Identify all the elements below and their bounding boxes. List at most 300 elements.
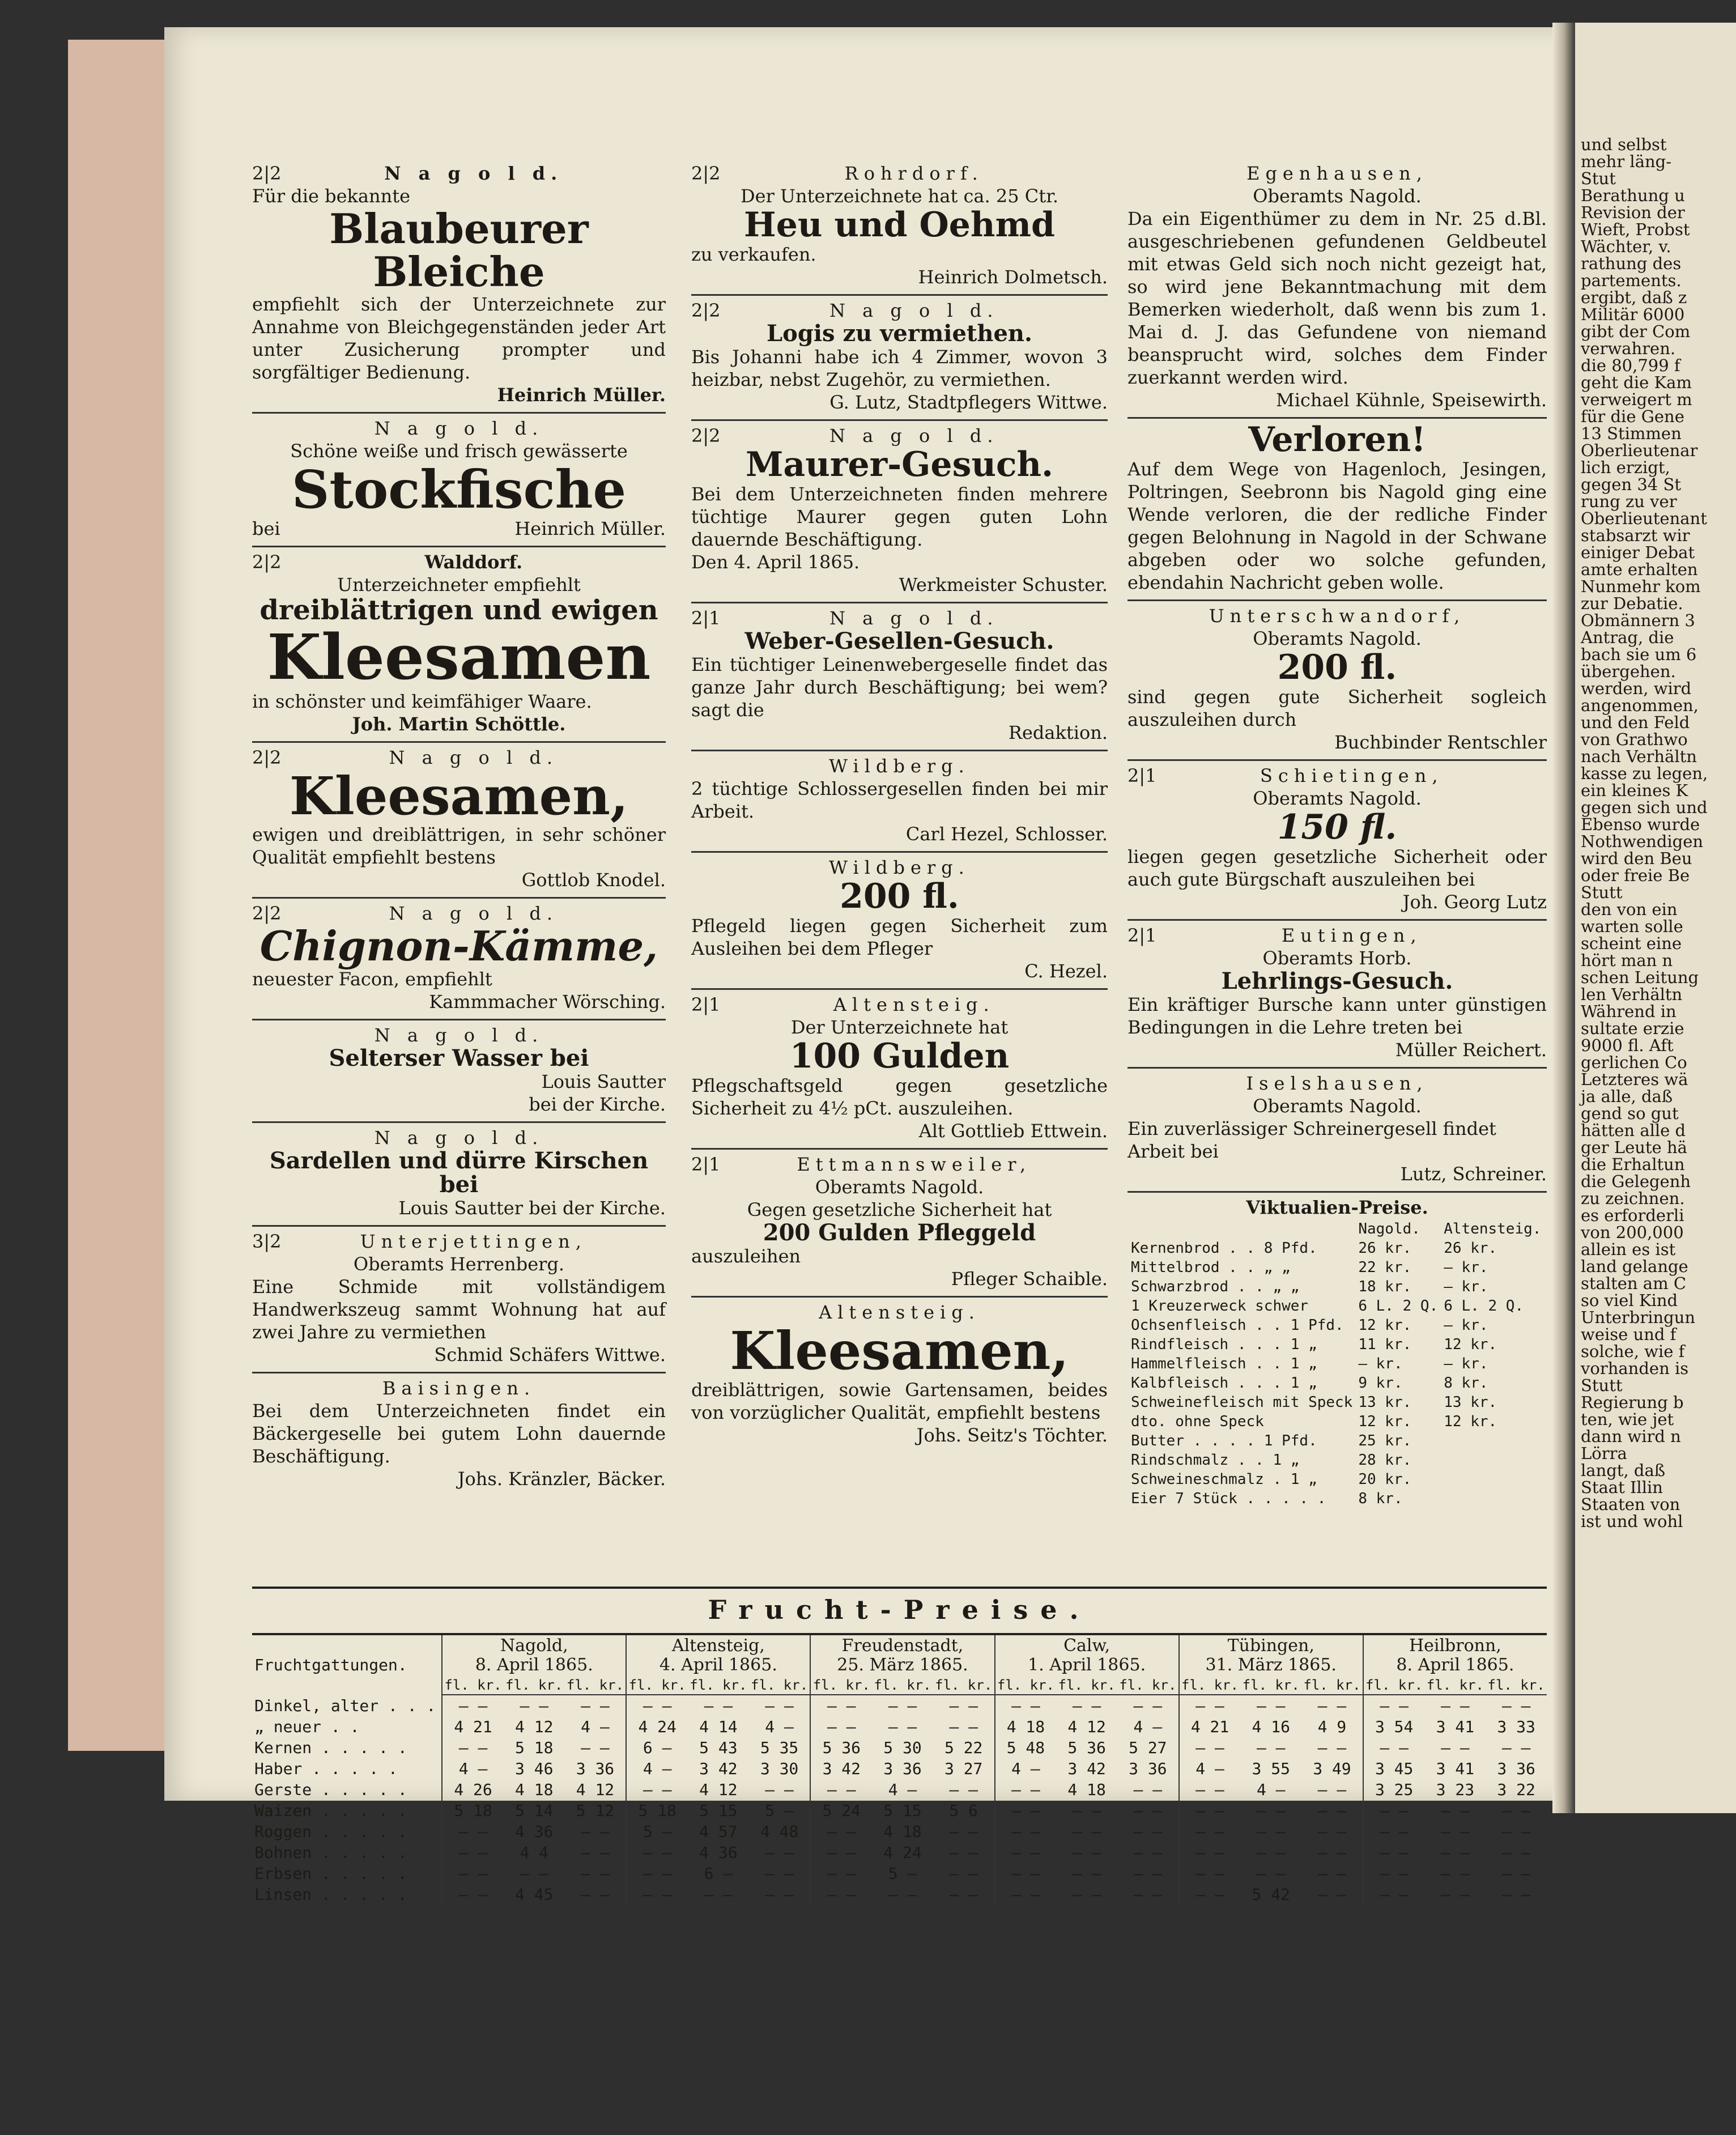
frucht-price: 5 18 (626, 1800, 688, 1821)
ad-headline: Logis zu vermiethen. (767, 320, 1032, 347)
ad-headline-2: Bleiche (373, 247, 545, 296)
frucht-price: — — (1363, 1842, 1425, 1863)
frucht-price: 3 54 (1363, 1716, 1425, 1737)
facing-page-line: und den Feld (1581, 713, 1690, 732)
ad-place: N a g o l d. (829, 425, 999, 446)
ad-headline: 200 fl. (1277, 648, 1397, 687)
frucht-city (995, 1634, 1179, 1676)
frucht-price: — — (995, 1821, 1057, 1842)
frucht-price: 4 18 (515, 1780, 554, 1799)
viktualien-cell: Ochsenfleisch . . 1 Pfd. (1131, 1317, 1344, 1334)
frucht-price: 4 24 (626, 1716, 688, 1737)
viktualien-cell: 12 kr. (1444, 1413, 1497, 1430)
column-3 (1127, 159, 1547, 1509)
viktualien-cell: Rindfleisch . . . 1 „ (1131, 1336, 1317, 1353)
viktualien-cell: 18 kr. (1358, 1278, 1412, 1295)
facing-page-line: verweigert m (1581, 390, 1692, 409)
frucht-unit: fl. kr. (1486, 1676, 1547, 1695)
frucht-price: — — (888, 1885, 917, 1904)
viktualien-cell: Eier 7 Stück . . . . . (1131, 1490, 1326, 1507)
frucht-price: — — (1363, 1821, 1425, 1842)
facing-page-line: nach Verhältn (1581, 747, 1697, 766)
frucht-price: — — (765, 1864, 794, 1883)
viktualien-cell: Kernenbrod . . 8 Pfd. (1131, 1240, 1317, 1257)
ad-signature: Alt Gottlieb Ettwein. (918, 1120, 1108, 1142)
frucht-price: 3 27 (944, 1759, 983, 1778)
frucht-unit: fl. kr. (749, 1676, 811, 1695)
frucht-price: — — (581, 1843, 610, 1862)
ad-intro: Der Unterzeichnete hat ca. 25 Ctr. (740, 185, 1059, 207)
ad-body: Auf dem Wege von Hagenloch, Jesingen, Poltringen, Seebronn bis Nagold ging eine Wende verloren, die der redliche Finder gegen Belohnung in Nagold in der Schwane abgeben oder wo solche gefunden, ebendahin Nachricht geben wolle. (1127, 458, 1547, 593)
frucht-price: — — (1072, 1822, 1101, 1841)
ad-intro: Gegen gesetzliche Sicherheit hat (747, 1199, 1052, 1220)
frucht-price: 5 15 (883, 1801, 922, 1820)
viktualien-cell: Mittelbrod . . „ „ (1131, 1259, 1291, 1276)
viktualien-cell: 11 kr. (1358, 1336, 1412, 1353)
ad-signature: Kammmacher Wörsching. (429, 990, 666, 1013)
frucht-price: — — (995, 1779, 1057, 1800)
viktualien-cell: Rindschmalz . . 1 „ (1131, 1452, 1300, 1469)
viktualien-cell: 25 kr. (1358, 1432, 1412, 1449)
ad-signature: C. Hezel. (1024, 960, 1108, 982)
ad-place: Rohrdorf. (844, 163, 984, 184)
frucht-price: 4 18 (995, 1716, 1057, 1737)
viktualien-row (1129, 1470, 1543, 1488)
ad-subheadline: dreiblättrigen und ewigen (259, 594, 658, 626)
viktualien-cell: 28 kr. (1358, 1452, 1412, 1469)
frucht-price: — — (949, 1822, 978, 1841)
ad-body: empfiehlt sich der Unterzeichnete zur Annahme von Bleichgegenständen jeder Art unter Zusicherung prompter und sorgfältiger Bedienung. (252, 294, 666, 384)
frucht-price: — — (626, 1842, 688, 1863)
facing-page-line: partements. (1581, 271, 1682, 290)
ad-headline: Stockfische (291, 459, 627, 521)
facing-page-line: den von ein (1581, 900, 1678, 919)
frucht-price: — — (442, 1821, 504, 1842)
frucht-price: — — (1072, 1843, 1101, 1862)
ad-subplace: Oberamts Nagold. (1253, 628, 1422, 649)
frucht-unit: fl. kr. (872, 1676, 933, 1695)
facing-page-line: land gelange (1581, 1257, 1688, 1276)
facing-page-line: dann wird n (1581, 1427, 1681, 1446)
ad-place: Unterjettingen, (360, 1230, 587, 1252)
ad-baecker (252, 1373, 666, 1496)
frucht-unit: fl. kr. (504, 1676, 565, 1695)
frucht-preise (252, 1587, 1547, 1905)
viktualien-cell: 22 kr. (1358, 1259, 1412, 1276)
facing-page-line: sultate erzie (1581, 1019, 1684, 1038)
frucht-row (252, 1737, 1547, 1758)
frucht-price: — — (1501, 1696, 1531, 1715)
frucht-price: — — (1133, 1822, 1163, 1841)
facing-page-line: einiger Debat (1581, 543, 1695, 562)
ad-signature: Heinrich Müller. (514, 517, 666, 539)
frucht-price: — — (1317, 1822, 1347, 1841)
repeat-mark: 2|1 (1127, 765, 1157, 786)
facing-page-line: ist und wohl (1581, 1512, 1683, 1531)
viktualien-cell: — kr. (1358, 1355, 1403, 1372)
facing-page-line: Unterbringun (1581, 1308, 1696, 1327)
frucht-unit: fl. kr. (933, 1676, 995, 1695)
facing-page-line: ger Leute hä (1581, 1138, 1687, 1157)
ad-schmide (252, 1227, 666, 1373)
ad-signature: Michael Kühnle, Speisewirth. (1276, 389, 1547, 411)
facing-page-line: scheint eine (1581, 934, 1682, 953)
frucht-city-name: Freudenstadt, (841, 1636, 964, 1656)
facing-page-line: Oberlieutenant (1581, 509, 1707, 528)
frucht-price: 5 36 (810, 1737, 872, 1758)
facing-page-line: Staat Illin (1581, 1478, 1663, 1497)
ad-signature: Louis Sautter bei der Kirche. (398, 1197, 666, 1219)
ad-place: N a g o l d. (374, 1126, 544, 1149)
ad-signature-2: bei der Kirche. (529, 1093, 666, 1115)
frucht-price: 5 22 (944, 1738, 983, 1757)
ad-body: liegen gegen gesetzliche Sicherheit oder auch gute Bürgschaft auszuleihen bei (1127, 846, 1547, 890)
frucht-price: — — (442, 1884, 504, 1905)
ad-body: Ein zuverlässiger Schreinergesell findet Arbeit bei (1127, 1118, 1496, 1162)
frucht-unit: fl. kr. (565, 1676, 627, 1695)
ad-headline: Kleesamen (267, 620, 651, 694)
ad-intro: Schöne weiße und frisch gewässerte (290, 440, 628, 462)
frucht-price: 4 12 (576, 1780, 615, 1799)
frucht-price: 3 36 (1497, 1759, 1535, 1778)
frucht-price: 4 45 (515, 1885, 554, 1904)
frucht-price: 5 42 (1252, 1885, 1290, 1904)
frucht-price: 5 35 (760, 1738, 799, 1757)
frucht-price: — — (1441, 1885, 1470, 1904)
frucht-price: — — (581, 1738, 610, 1757)
facing-page-line: die Gelegenh (1581, 1172, 1691, 1191)
repeat-mark: 2|2 (252, 551, 282, 573)
frucht-price: — — (1501, 1864, 1531, 1883)
ad-subplace: Oberamts Nagold. (1253, 185, 1422, 207)
column-2 (691, 159, 1108, 1452)
ad-headline: Verloren! (1248, 420, 1426, 460)
ad-headline: Kleesamen, (730, 1320, 1069, 1381)
ad-signature: Joh. Martin Schöttle. (352, 713, 566, 735)
ad-place: Iselshausen, (1246, 1073, 1428, 1094)
frucht-price: 5 48 (995, 1737, 1057, 1758)
frucht-price: 3 46 (515, 1759, 554, 1778)
facing-page-line: von Grathwo (1581, 730, 1688, 749)
frucht-grain: Dinkel, alter . . . (254, 1696, 436, 1715)
frucht-unit: fl. kr. (810, 1676, 872, 1695)
viktualien-title: Viktualien-Preise. (1246, 1197, 1428, 1218)
facing-page-line: Berathung u (1581, 186, 1685, 205)
ad-place: N a g o l d. (389, 903, 559, 925)
frucht-grain: Linsen . . . . . (254, 1885, 407, 1904)
ad-chignon (252, 899, 666, 1020)
ad-body: neuester Facon, empfiehlt (252, 968, 492, 990)
ad-headline: Chignon-Kämme, (259, 922, 658, 971)
frucht-city (1179, 1634, 1363, 1676)
repeat-mark: 2|2 (691, 425, 721, 446)
ad-signature: Louis Sautter (541, 1070, 666, 1092)
viktualien-row (1129, 1451, 1543, 1469)
facing-page-line: übergehen. (1581, 662, 1676, 681)
ad-place: Altensteig. (819, 1302, 980, 1323)
frucht-title: Frucht-Preise. (252, 1587, 1547, 1625)
viktualien-cell: 13 kr. (1444, 1394, 1497, 1411)
facing-page-line: Lörra (1581, 1444, 1627, 1463)
frucht-price: 3 23 (1436, 1780, 1475, 1799)
frucht-price: — — (949, 1885, 978, 1904)
facing-page-line: die Erhaltun (1581, 1155, 1685, 1174)
frucht-price: 4 36 (515, 1822, 554, 1841)
viktualien-cell: — kr. (1444, 1259, 1488, 1276)
frucht-price: 4 9 (1317, 1717, 1347, 1736)
frucht-price: — — (1072, 1864, 1101, 1883)
facing-page-line: gibt der Com (1581, 322, 1691, 341)
facing-page-line: Ebenso wurde (1581, 815, 1700, 834)
ad-body: Bis Johanni habe ich 4 Zimmer, wovon 3 heizbar, nebst Zugehör, zu vermiethen. (691, 346, 1108, 390)
facing-page-line: ein kleines K (1581, 781, 1688, 800)
frucht-city-date: 1. April 1865. (1028, 1655, 1146, 1675)
frucht-price: 5 — (888, 1864, 917, 1883)
frucht-price: 5 18 (442, 1800, 504, 1821)
frucht-price: — — (1501, 1822, 1531, 1841)
ad-intro: Unterzeichneter empfiehlt (337, 573, 581, 596)
viktualien-row (1129, 1374, 1543, 1392)
facing-page-line: vorhanden is (1581, 1359, 1689, 1378)
ad-kleesamen-altensteig (691, 1298, 1108, 1452)
frucht-price: — — (810, 1779, 872, 1800)
frucht-price: — — (1363, 1800, 1425, 1821)
facing-page-line: Nothwendigen (1581, 832, 1704, 851)
ad-pflegeld (691, 853, 1108, 990)
frucht-price: — — (1363, 1884, 1425, 1905)
facing-page-line: Obmännern 3 (1581, 611, 1695, 630)
ad-text: bei (252, 517, 280, 539)
frucht-price: — — (810, 1716, 872, 1737)
ad-signature: Carl Hezel, Schlosser. (905, 823, 1108, 845)
viktualien-table (1127, 1219, 1544, 1509)
facing-page-line: so viel Kind (1581, 1291, 1678, 1310)
facing-page-line: Stut (1581, 169, 1616, 188)
facing-page-line: langt, daß (1581, 1461, 1666, 1480)
facing-page-line: und selbst (1581, 135, 1667, 154)
frucht-price: — — (1363, 1737, 1425, 1758)
frucht-price: — — (1179, 1884, 1241, 1905)
frucht-city (626, 1634, 810, 1676)
ad-headline: Selterser Wasser bei (329, 1044, 589, 1071)
frucht-city-date: 8. April 1865. (475, 1655, 593, 1675)
viktualien-cell: 6 L. 2 Q. (1444, 1298, 1524, 1315)
frucht-price: — — (995, 1863, 1057, 1884)
ad-headline: 200 Gulden Pfleggeld (763, 1219, 1036, 1246)
ad-place: N a g o l d. (829, 300, 999, 321)
frucht-price: 4 14 (699, 1717, 738, 1736)
frucht-price: — — (1072, 1801, 1101, 1820)
frucht-price: — — (626, 1695, 688, 1716)
frucht-price: 5 43 (699, 1738, 738, 1757)
ad-subplace: Oberamts Nagold. (1253, 1095, 1422, 1117)
ad-200-fl (1127, 601, 1547, 761)
frucht-price: — — (1441, 1738, 1470, 1757)
repeat-mark: 2|2 (252, 746, 282, 768)
ad-subplace: Oberamts Horb. (1262, 947, 1412, 969)
frucht-price: 3 42 (699, 1759, 738, 1778)
frucht-price: — — (1441, 1801, 1470, 1820)
facing-page-line: gend so gut (1581, 1104, 1679, 1123)
frucht-price: — — (1133, 1696, 1163, 1715)
ad-signature: Johs. Kränzler, Bäcker. (457, 1468, 666, 1490)
ad-subplace: Oberamts Herrenberg. (353, 1253, 565, 1275)
frucht-price: — — (1256, 1864, 1286, 1883)
frucht-price: — — (442, 1863, 504, 1884)
ad-body: Ein kräftiger Bursche kann unter günstigen Bedingungen in die Lehre treten bei (1127, 994, 1547, 1038)
frucht-price: — — (995, 1884, 1057, 1905)
frucht-price: — — (1441, 1822, 1470, 1841)
facing-page-line: von 200,000 (1581, 1223, 1684, 1242)
frucht-price: 5 18 (515, 1738, 554, 1757)
frucht-price: — — (765, 1696, 794, 1715)
frucht-price: — — (810, 1863, 872, 1884)
facing-page-line: bach sie um 6 (1581, 645, 1697, 664)
ad-body: Bei dem Unterzeichneten findet ein Bäckergeselle bei gutem Lohn dauernde Beschäftigung. (252, 1400, 666, 1467)
frucht-table (252, 1633, 1547, 1905)
ad-subplace: Oberamts Nagold. (1253, 788, 1422, 809)
viktualien-row (1129, 1393, 1543, 1411)
facing-page-line: Antrag, die (1581, 628, 1674, 647)
ad-headline: Blaubeurer (329, 205, 589, 253)
frucht-price: — — (581, 1885, 610, 1904)
viktualien-cell: 26 kr. (1444, 1240, 1497, 1257)
ad-maurer (691, 421, 1108, 603)
facing-page-line: kasse zu legen, (1581, 764, 1708, 783)
viktualien-cell: 8 kr. (1358, 1490, 1403, 1507)
frucht-price: 5 6 (949, 1801, 978, 1820)
frucht-price: — — (581, 1864, 610, 1883)
viktualien-cell (1441, 1432, 1543, 1450)
viktualien-row (1129, 1297, 1543, 1315)
frucht-price: — — (1317, 1780, 1347, 1799)
viktualien-cell: Butter . . . . 1 Pfd. (1131, 1432, 1317, 1449)
facing-page-line: Stutt (1581, 883, 1623, 902)
frucht-price: 4 — (626, 1758, 688, 1779)
frucht-price: 3 55 (1252, 1759, 1290, 1778)
facing-page-line: Regierung b (1581, 1393, 1684, 1412)
facing-page-line: zur Debatie. (1581, 594, 1683, 613)
frucht-price: 3 30 (760, 1759, 799, 1778)
frucht-price: 4 12 (1067, 1717, 1106, 1736)
frucht-price: 5 — (765, 1801, 794, 1820)
ad-200-gulden (691, 1150, 1108, 1298)
frucht-price: — — (995, 1800, 1057, 1821)
frucht-price: 4 36 (699, 1843, 738, 1862)
ad-body: Pflegschaftsgeld gegen gesetzliche Sicherheit zu 4½ pCt. auszuleihen. (691, 1075, 1108, 1119)
frucht-row (252, 1779, 1547, 1800)
frucht-city-name: Calw, (1063, 1636, 1110, 1656)
ad-signature: Schmid Schäfers Wittwe. (434, 1343, 666, 1366)
facing-page-line: Militär 6000 (1581, 305, 1685, 324)
ad-body: 2 tüchtige Schlossergesellen finden bei mir Arbeit. (691, 778, 1108, 822)
ad-signature: Johs. Seitz's Töchter. (916, 1424, 1108, 1446)
frucht-price: — — (1441, 1843, 1470, 1862)
viktualien-row (1129, 1355, 1543, 1373)
frucht-row (252, 1821, 1547, 1842)
ad-place: N a g o l d. (389, 746, 559, 768)
facing-page-line: oder freie Be (1581, 866, 1690, 885)
frucht-row (252, 1800, 1547, 1821)
frucht-price: — — (995, 1842, 1057, 1863)
frucht-price: — — (1179, 1863, 1241, 1884)
frucht-price: — — (626, 1884, 688, 1905)
ad-place: N a g o l d. (374, 418, 544, 440)
facing-page-line: 9000 fl. Aft (1581, 1036, 1674, 1055)
frucht-col-label: Fruchtgattungen. (254, 1656, 407, 1674)
viktualien-cell: 9 kr. (1358, 1375, 1403, 1392)
facing-page-line: Staaten von (1581, 1495, 1680, 1514)
frucht-price: — — (810, 1884, 872, 1905)
frucht-price: — — (581, 1822, 610, 1841)
frucht-price: 4 18 (1067, 1780, 1106, 1799)
ad-signature: Heinrich Dolmetsch. (918, 266, 1108, 288)
frucht-price: — — (1363, 1695, 1425, 1716)
frucht-price: — — (1133, 1885, 1163, 1904)
facing-page-line: solche, wie f (1581, 1342, 1685, 1361)
facing-page-line: verwahren. (1581, 339, 1676, 358)
frucht-city-name: Altensteig, (671, 1636, 765, 1656)
frucht-price: — — (520, 1696, 549, 1715)
frucht-price: — — (949, 1780, 978, 1799)
frucht-price: — — (1363, 1863, 1425, 1884)
ad-headline: Sardellen und dürre Kirschen bei (269, 1147, 649, 1198)
ad-body: Pflegeld liegen gegen Sicherheit zum Ausleihen bei dem Pfleger (691, 915, 1108, 959)
ad-signature: Müller Reichert. (1395, 1039, 1547, 1061)
ad-place: Walddorf. (424, 551, 523, 573)
facing-page-line: werden, wird (1581, 679, 1692, 698)
facing-page-line: stabsarzt wir (1581, 526, 1690, 545)
ad-intro: Der Unterzeichnete hat (790, 1017, 1009, 1038)
facing-page-line: Wieft, Probst (1581, 220, 1690, 239)
frucht-price: 5 12 (576, 1801, 615, 1820)
frucht-unit: fl. kr. (1117, 1676, 1179, 1695)
frucht-price: 6 — (626, 1737, 688, 1758)
frucht-price: — — (1317, 1801, 1347, 1820)
frucht-price: — — (949, 1717, 978, 1736)
ad-place: N a g o l d. (384, 163, 563, 184)
frucht-price: — — (810, 1842, 872, 1863)
frucht-row (252, 1884, 1547, 1905)
frucht-price: — — (810, 1695, 872, 1716)
viktualien-row (1129, 1336, 1543, 1354)
frucht-price: — — (1317, 1864, 1347, 1883)
frucht-price: 5 15 (699, 1801, 738, 1820)
frucht-city-name: Heilbronn, (1409, 1636, 1501, 1656)
frucht-row (252, 1842, 1547, 1863)
frucht-price: — — (626, 1863, 688, 1884)
repeat-mark: 3|2 (252, 1230, 282, 1252)
viktualien-cell: 1 Kreuzerweck schwer (1131, 1298, 1309, 1315)
frucht-grain: Erbsen . . . . . (254, 1864, 407, 1883)
frucht-unit: fl. kr. (1363, 1676, 1425, 1695)
frucht-price: 4 — (995, 1758, 1057, 1779)
frucht-price: 5 — (626, 1821, 688, 1842)
frucht-unit: fl. kr. (626, 1676, 688, 1695)
frucht-price: 3 42 (810, 1758, 872, 1779)
ad-place: Unterschwandorf, (1209, 605, 1466, 627)
viktualien-row (1129, 1316, 1543, 1334)
repeat-mark: 2|2 (252, 163, 282, 184)
frucht-row (252, 1863, 1547, 1884)
ad-kleesamen-knodel (252, 743, 666, 899)
ad-150-fl (1127, 761, 1547, 921)
ad-body: Ein tüchtiger Leinenwebergeselle findet das ganze Jahr durch Beschäftigung; bei wem? sagt die (691, 654, 1108, 721)
frucht-price: 3 36 (883, 1759, 922, 1778)
frucht-price: — — (765, 1843, 794, 1862)
frucht-price: 4 — (1133, 1717, 1163, 1736)
frucht-price: 4 4 (520, 1843, 549, 1862)
